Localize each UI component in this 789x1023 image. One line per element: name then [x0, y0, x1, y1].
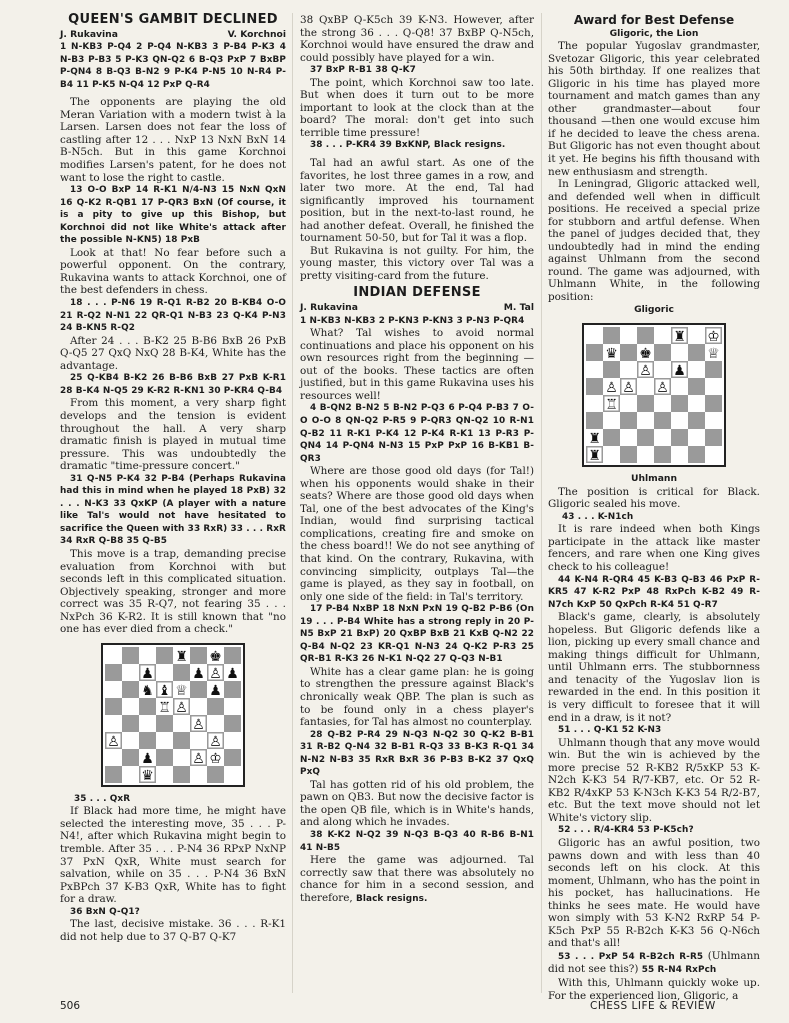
chess-piece: ♕	[707, 346, 720, 363]
paragraph: The opponents are playing the old Meran Variation with a modern twist à la Larsen. Larsen does not fear the loss of castling after 12 . . . NxP 13 NxN BxN 14 B-N5ch. But in this game Korchnoi modifies Larsen's patent, for he does not want to lose the right to castle.	[60, 96, 286, 184]
chess-piece: ♜	[588, 431, 601, 448]
paragraph: Where are those good old days (for Tal!) when his opponents would shake in their seats? Where are those good old days when Tal, one of the best advocates of the King's Indian, would find surprising tactical complications, creating fire and smoke on the chess board!! We do not see anything of that kind. On the contrary, Rukavina, with convincing simplicity, outplays Tal—the game is played, as they say in football, on only one side of the field: in Tal's territory.	[300, 465, 534, 603]
paragraph	[300, 854, 534, 905]
light-square	[705, 412, 722, 429]
publication-name: CHESS LIFE & REVIEW	[590, 1000, 716, 1012]
move-text: 31 Q-N5 P-K4 32 P-B4 (Perhaps Rukavina had this in mind when he played 18 PxB) 32 . . . N-K3 33 QxKP (A player with a nature like Tal's would not have hesitated to sacrifice the Queen with 33 RxR) 33 . . . RxR 34 RxR Q-B8 35 Q-B5	[60, 473, 286, 547]
chess-piece: ♔	[209, 750, 222, 767]
move-text: 38 . . . P-KR4 39 BxKNP, Black resigns.	[310, 140, 506, 151]
light-square	[620, 327, 637, 344]
move-text: 52 . . . R/4-KR4 53 P-K5ch?	[558, 825, 694, 836]
chess-piece: ♜	[673, 329, 686, 346]
chess-piece: ♙	[175, 699, 188, 716]
dark-square	[603, 327, 620, 344]
article-subtitle: Gligoric, the Lion	[609, 27, 699, 39]
light-square	[122, 766, 139, 783]
chess-piece: ♜	[588, 448, 601, 464]
paragraph: The last, decisive mistake. 36 . . . R-K1 did not help due to 37 Q-B7 Q-K7	[60, 918, 286, 943]
light-square	[224, 732, 241, 749]
light-square	[586, 361, 603, 378]
dark-square	[671, 395, 688, 412]
dark-square	[603, 429, 620, 446]
light-square	[620, 429, 637, 446]
dark-square	[705, 395, 722, 412]
dark-square	[637, 429, 654, 446]
chess-piece: ♙	[107, 733, 120, 750]
move-text: 44 K-N4 R-QR4 45 K-B3 Q-B3 46 PxP R-KR5 47 K-R2 PxP 48 RxPch K-B2 49 R-N7ch KxP 50 QxPch R-K4 51 Q-R7	[548, 574, 760, 610]
chess-piece: ♟	[226, 665, 239, 682]
dark-square	[637, 327, 654, 344]
move-text: 37 BxP R-B1 38 Q-K7	[310, 65, 416, 76]
move-text: 51 . . . Q-K1 52 K-N3	[558, 725, 662, 736]
light-square	[654, 361, 671, 378]
paragraph: Tal has gotten rid of his old problem, the pawn on QB3. But now the decisive factor is the open QB file, which is in White's hands, and along which he invades.	[300, 778, 534, 829]
dark-square	[654, 344, 671, 361]
diagram-top-label: Gligoric	[634, 303, 674, 315]
light-square	[637, 378, 654, 395]
paragraph: With this, Uhlmann quickly woke up. For the experienced lion, Gligoric, a	[548, 977, 760, 1002]
chess-piece: ♟	[673, 363, 686, 380]
board-1-svg	[105, 647, 241, 783]
paragraph: Look at that! No fear before such a powerful opponent. On the contrary, Rukavina wants to attack Korchnoi, one of the best defenders in chess.	[60, 246, 286, 297]
result-text: Black resigns.	[355, 893, 428, 904]
paragraph: After 24 . . . B-K2 25 B-B6 BxB 26 PxB Q-Q5 27 QxQ NxQ 28 B-K4, White has the advantage.	[60, 334, 286, 372]
dark-square	[105, 766, 122, 783]
chess-piece: ♙	[192, 750, 205, 767]
dark-square	[122, 681, 139, 698]
dark-square	[620, 446, 637, 463]
light-square	[105, 681, 122, 698]
move-text: 36 BxN Q-Q1?	[70, 906, 140, 917]
move-text: 17 P-B4 NxBP 18 NxN PxN 19 Q-B2 P-B6 (On 19 . . . P-B4 White has a strong reply in 20 P-N5 BxP 21 BxP) 20 QxBP BxB 21 KxB Q-N2 22 Q-B4 N-Q2 23 KR-Q1 N-N3 24 Q-K2 P-R3 25 QR-B1 R-K3 26 N-K1 N-Q2 27 Q-Q3 N-B1	[300, 604, 534, 665]
move-text: 1 N-KB3 P-Q4 2 P-Q4 N-KB3 3 P-B4 P-K3 4 N-B3 P-B3 5 P-K3 QN-Q2 6 B-Q3 PxP 7 BxBP P-QN4 8 B-Q3 B-N2 9 P-K4 P-N5 10 N-R4 P-B4 11 P-K5 N-Q4 12 PxP Q-R4	[60, 42, 286, 90]
dark-square	[705, 361, 722, 378]
dark-square	[122, 715, 139, 732]
light-square	[156, 766, 173, 783]
chess-piece: ♜	[175, 648, 188, 665]
dark-square	[156, 749, 173, 766]
paragraph: If Black had more time, he might have selected the interesting move, 35 . . . P-N4!, after which Rukavina might begin to tremble. After 35 . . . P-N4 36 RPxP NxNP 37 PxN QxR, White must search for salvation, while on 35 . . . P-N4 36 BxN PxBPch 37 K-B3 QxR, White has to fight for a draw.	[60, 805, 286, 906]
chess-piece: ♙	[605, 380, 618, 397]
dark-square	[122, 647, 139, 664]
chess-piece: ♝	[158, 682, 171, 699]
column-3	[548, 14, 760, 1002]
move-text: 18 . . . P-N6 19 R-Q1 R-B2 20 B-KB4 O-O 21 R-Q2 N-N1 22 QR-Q1 N-B3 23 Q-K4 P-N3 24 B-KN5 R-Q2	[60, 298, 286, 334]
game-2-players	[300, 302, 534, 315]
column-1	[60, 14, 286, 943]
move-text: 35 . . . QxR	[74, 793, 131, 804]
paragraph: The point, which Korchnoi saw too late. But when does it turn out to be more important to look at the clock than at the board? The moral: don't get into such terrible time pressure!	[300, 76, 534, 139]
light-square	[586, 395, 603, 412]
chess-piece: ♖	[605, 397, 618, 414]
chess-piece: ♙	[656, 380, 669, 397]
dark-square	[173, 766, 190, 783]
dark-square	[122, 749, 139, 766]
light-square	[654, 395, 671, 412]
chess-piece: ♟	[192, 665, 205, 682]
light-square	[173, 715, 190, 732]
paragraph: 38 QxBP Q-K5ch 39 K-N3. However, after the strong 36 . . . Q-Q8! 37 BxBP Q-N5ch, Korchnoi would have ensured the draw and could possibly have played for a win.	[300, 14, 534, 64]
dark-square	[105, 698, 122, 715]
light-square	[637, 412, 654, 429]
dark-square	[603, 361, 620, 378]
light-square	[671, 446, 688, 463]
paragraph: Uhlmann though that any move would win. But the win is achieved by the more precise 52 R-KB2 R/5xKP 53 K-N2ch K-K3 54 R/7-KB7, etc. Or 52 R-KB2 R/4xKP 53 K-N3ch K-K3 54 R/2-B7, etc. But the text move should not let White's victory slip.	[548, 736, 760, 824]
dark-square	[224, 715, 241, 732]
move-text: 25 Q-KB4 B-K2 26 B-B6 BxB 27 PxB K-R1 28 B-K4 N-Q5 29 K-R2 R-KN1 30 P-KR4 Q-B4	[60, 373, 286, 396]
dark-square	[173, 732, 190, 749]
light-square	[654, 429, 671, 446]
dark-square	[637, 395, 654, 412]
paragraph: Gligoric has an awful position, two pawns down and with less than 40 seconds left on his clock. At this moment, Uhlmann, who has the point in his pocket, has hallucinations. He thinks he sees mate. He would have won simply with 53 K-N2 RxRP 54 P-K5ch PxP 55 R-B2ch K-K3 56 Q-N6ch and that's all!	[548, 836, 760, 950]
paragraph-text: (Uhlmann did not see this?)	[548, 949, 760, 976]
game-1-title: QUEEN'S GAMBIT DECLINED	[68, 12, 278, 27]
dark-square	[671, 429, 688, 446]
light-square	[173, 749, 190, 766]
light-square	[224, 698, 241, 715]
black-player: M. Tal	[503, 302, 534, 314]
dark-square	[156, 647, 173, 664]
light-square	[190, 732, 207, 749]
chess-piece: ♟	[141, 665, 154, 682]
dark-square	[190, 647, 207, 664]
white-player: J. Rukavina	[60, 28, 118, 40]
move-text: 38 K-K2 N-Q2 39 N-Q3 B-Q3 40 R-B6 B-N1 41 N-B5	[300, 830, 534, 853]
dark-square	[105, 664, 122, 681]
chess-piece: ♙	[192, 716, 205, 733]
dark-square	[654, 446, 671, 463]
light-square	[671, 412, 688, 429]
dark-square	[620, 344, 637, 361]
paragraph	[548, 950, 760, 977]
light-square	[122, 732, 139, 749]
paragraph: From this moment, a very sharp fight develops and the tension is evident throughout the hall. A very sharp dramatic finish is played in mutual time pressure. This was undoubtedly the dramatic "time-pressure concert."	[60, 397, 286, 473]
paragraph: In Leningrad, Gligoric attacked well, and defended well when in difficult positions. He received a special prize for stubborn and artful defense. When the panel of judges decided that, they undoubtedly had in mind the ending against Uhlmann from the second round. The game was adjourned, with Uhlmann White, in the following position:	[548, 178, 760, 304]
light-square	[620, 395, 637, 412]
chess-piece: ♚	[639, 346, 652, 363]
light-square	[603, 412, 620, 429]
paragraph: Tal had an awful start. As one of the favorites, he lost three games in a row, and later two more. At the end, Tal had significantly improved his tournament position, but in the next-to-last round, he had another defeat. Overall, he finished the tournament 50-50, but for Tal it was a flop.	[300, 157, 534, 245]
light-square	[654, 327, 671, 344]
paragraph: But Rukavina is not guilty. For him, the young master, this victory over Tal was a pretty visiting-card from the future.	[300, 244, 534, 282]
dark-square	[688, 446, 705, 463]
light-square	[637, 446, 654, 463]
light-square	[156, 732, 173, 749]
chess-diagram-2	[582, 323, 726, 467]
move-text: 43 . . . K-N1ch	[562, 511, 634, 522]
paragraph: White has a clear game plan: he is going to strengthen the pressure against Black's chronically weak QBP. The plan is such as to be found only in a chess player's fantasies, for Tal has almost no counterplay.	[300, 665, 534, 729]
light-square	[705, 378, 722, 395]
move-text: 1 N-KB3 N-KB3 2 P-KN3 P-KN3 3 P-N3 P-QR4	[300, 315, 525, 326]
move-text: 28 Q-B2 P-R4 29 N-Q3 N-Q2 30 Q-K2 B-B1 31 R-B2 Q-N4 32 B-B1 R-Q3 33 B-K3 R-Q1 34 N-N2 N-B3 35 RxR BxR 36 P-B3 B-K2 37 QxQ PxQ	[300, 729, 534, 778]
chess-piece: ♙	[209, 733, 222, 750]
dark-square	[156, 715, 173, 732]
light-square	[620, 361, 637, 378]
light-square	[122, 664, 139, 681]
dark-square	[688, 378, 705, 395]
light-square	[190, 698, 207, 715]
dark-square	[224, 749, 241, 766]
paragraph: The popular Yugoslav grandmaster, Svetozar Gligoric, this year celebrated his 50th birthday. If one realizes that Gligoric in his time has played more tournament and match games than any other grandmaster—about four thousand —then one would excuse him if he decided to leave the chess arena. But Gligoric has not even thought about it yet. He begins his fifth thousand with new enthusiasm and strength.	[548, 40, 760, 178]
chess-piece: ♛	[141, 767, 154, 783]
light-square	[207, 715, 224, 732]
dark-square	[705, 429, 722, 446]
chess-piece: ♟	[141, 750, 154, 767]
chess-piece: ♙	[209, 665, 222, 682]
move-text: 55 R-N4 RxPch	[641, 965, 717, 976]
dark-square	[224, 681, 241, 698]
light-square	[688, 395, 705, 412]
chess-piece: ♚	[209, 648, 222, 665]
board-2-svg	[586, 327, 722, 463]
light-square	[671, 344, 688, 361]
dark-square	[688, 344, 705, 361]
light-square	[586, 327, 603, 344]
light-square	[688, 361, 705, 378]
paragraph-text: Here the game was adjourned. Tal correctly saw that there was absolutely no chance for him in a second session, and therefore,	[300, 854, 534, 904]
article-title: Award for Best Defense	[573, 13, 735, 27]
move-text: 4 B-QN2 B-N2 5 B-N2 P-Q3 6 P-Q4 P-B3 7 O-O O-O 8 QN-Q2 P-R5 9 P-QR3 QN-Q2 10 R-N1 Q-B2 11 R-K1 P-K4 12 P-K4 R-K1 13 P-R3 P-QN4 14 P-QN4 N-N3 15 PxP PxP 16 B-KB1 B-QR3	[300, 403, 534, 464]
white-player: J. Rukavina	[300, 302, 358, 314]
chess-piece: ♕	[175, 682, 188, 699]
diagram-bottom-label: Uhlmann	[630, 473, 677, 485]
dark-square	[207, 766, 224, 783]
light-square	[671, 378, 688, 395]
move-text: 53 . . . PxP 54 R-B2ch R-R5	[558, 951, 704, 962]
light-square	[705, 446, 722, 463]
light-square	[688, 429, 705, 446]
light-square	[603, 446, 620, 463]
light-square	[105, 715, 122, 732]
page-number: 506	[60, 1000, 81, 1012]
light-square	[139, 715, 156, 732]
chess-piece: ♟	[209, 682, 222, 699]
paragraph: Black's game, clearly, is absolutely hopeless. But Gligoric defends like a lion, picking up every small chance and making things difficult for Uhlmann, until Uhlmann errs. The stubbornness and tenacity of the Yugoslav lion is rewarded in the end. In this position it is very difficult to foresee that it will end in a draw, is it not?	[548, 611, 760, 724]
light-square	[105, 749, 122, 766]
dark-square	[139, 732, 156, 749]
paragraph: It is rare indeed when both Kings participate in the attack like master fencers, and rare when one King gives check to his colleague!	[548, 523, 760, 573]
light-square	[139, 647, 156, 664]
move-text: 13 O-O BxP 14 R-K1 N/4-N3 15 NxN QxN 16 Q-K2 R-QB1 17 P-QR3 BxN (Of course, it is a pity to give up this Bishop, but Korchnoi did not like White's attack after the possible N-KN5) 18 PxB	[60, 185, 286, 246]
chess-piece: ♙	[622, 380, 635, 397]
dark-square	[207, 698, 224, 715]
light-square	[156, 664, 173, 681]
paragraph: What? Tal wishes to avoid normal continuations and place his opponent on his own resources right from the beginning —out of the books. These tactics are often justified, but in this game Rukavina uses his resources well!	[300, 327, 534, 402]
game-2-title: INDIAN DEFENSE	[353, 285, 481, 301]
paragraph: The position is critical for Black. Gligoric sealed his move.	[548, 485, 760, 511]
dark-square	[173, 664, 190, 681]
dark-square	[224, 647, 241, 664]
dark-square	[586, 412, 603, 429]
game-1-players	[60, 29, 286, 42]
chess-diagram-1	[101, 643, 245, 787]
dark-square	[139, 698, 156, 715]
dark-square	[654, 412, 671, 429]
dark-square	[586, 378, 603, 395]
chess-piece: ♖	[158, 699, 171, 716]
dark-square	[586, 344, 603, 361]
light-square	[190, 766, 207, 783]
light-square	[688, 327, 705, 344]
chess-piece: ♙	[639, 363, 652, 380]
chess-piece: ♞	[141, 682, 154, 699]
dark-square	[688, 412, 705, 429]
black-player: V. Korchnoi	[227, 28, 286, 40]
chess-piece: ♔	[707, 329, 720, 346]
chess-piece: ♛	[605, 346, 618, 363]
light-square	[122, 698, 139, 715]
light-square	[105, 647, 122, 664]
dark-square	[190, 681, 207, 698]
paragraph: This move is a trap, demanding precise evaluation from Korchnoi with but seconds left in this complicated situation. Objectively speaking, stronger and more correct was 35 R-Q7, not fearing 35 . . . NxPch 36 K-R2. It is still known that "no one has ever died from a check."	[60, 547, 286, 636]
column-2	[300, 14, 534, 905]
dark-square	[620, 412, 637, 429]
light-square	[224, 766, 241, 783]
